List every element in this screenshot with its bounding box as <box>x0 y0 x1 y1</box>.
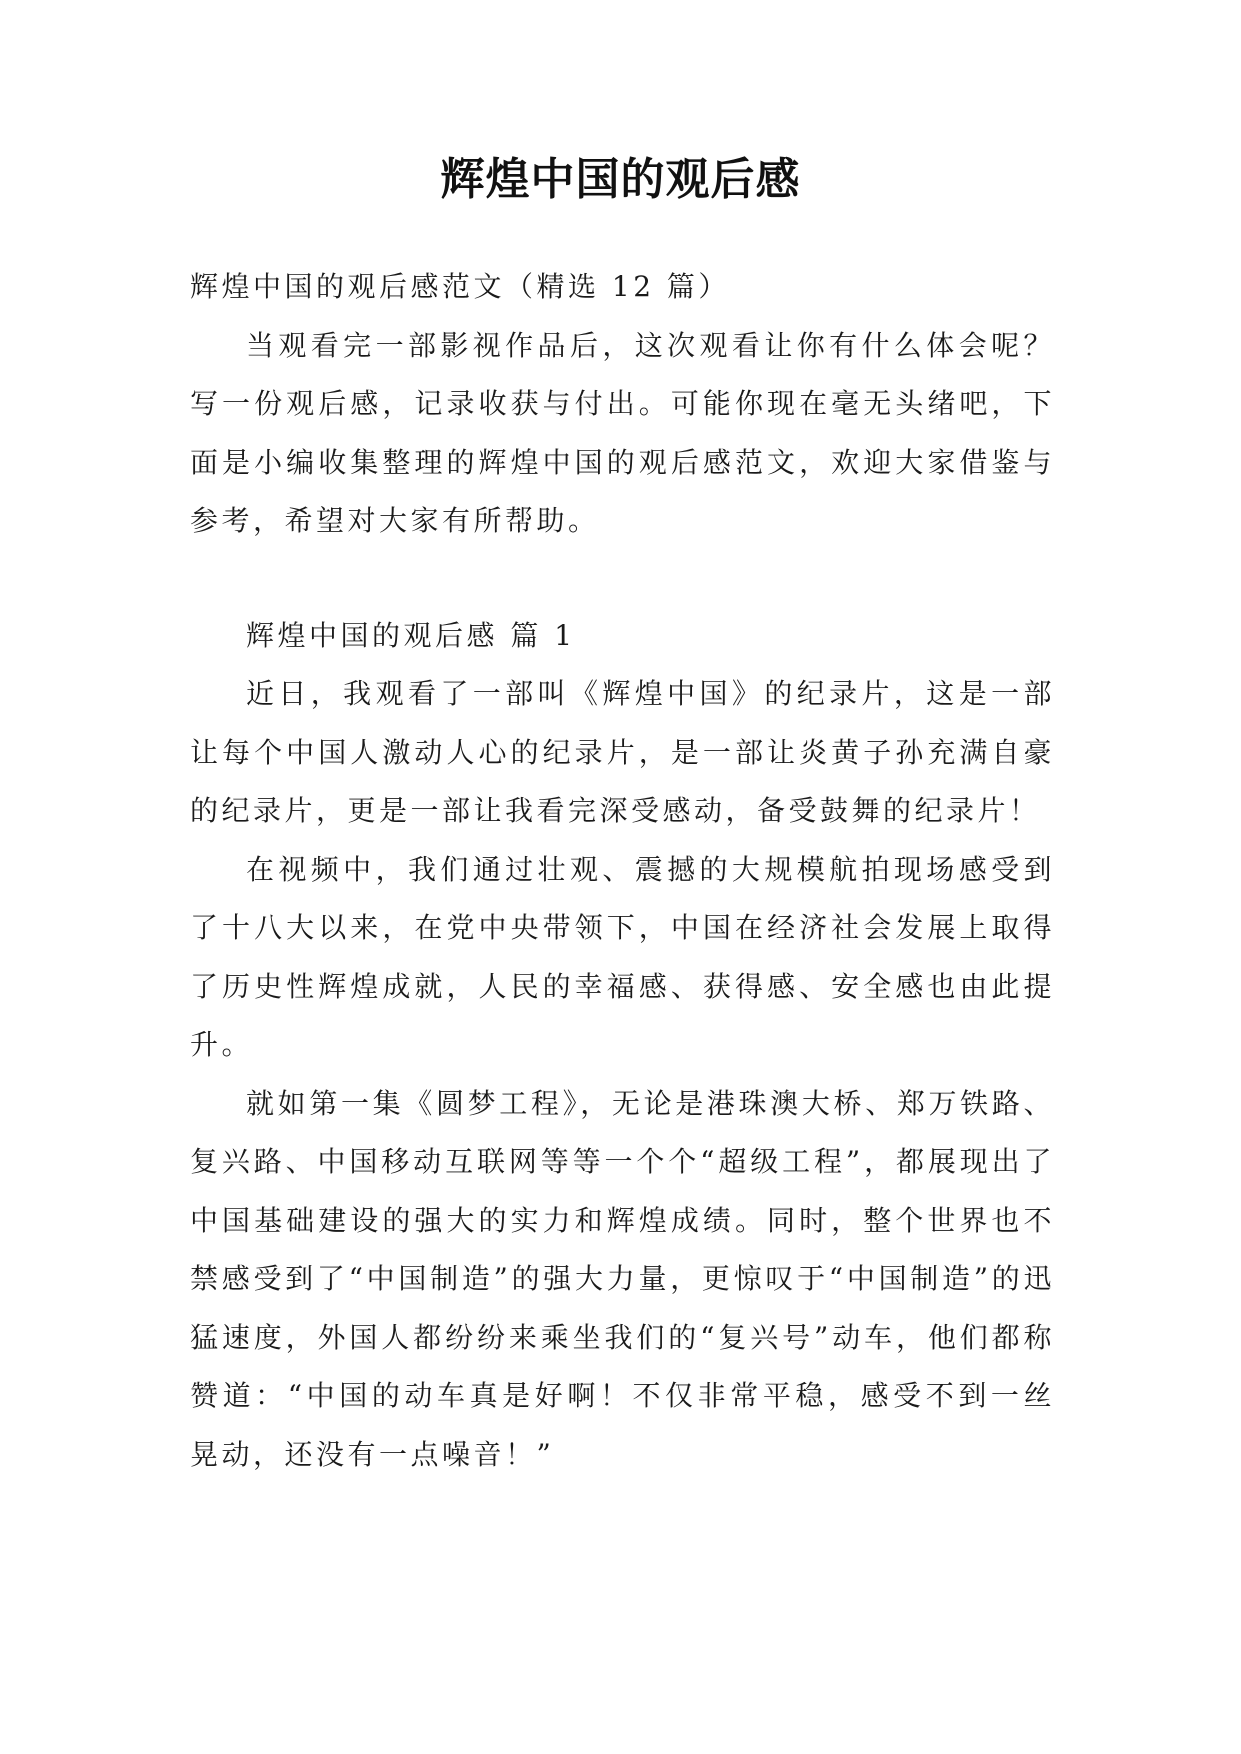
document-body <box>190 258 1055 1484</box>
document-title: 辉煌中国的观后感 <box>440 154 801 205</box>
section-heading: 辉煌中国的观后感 篇 1 <box>246 618 576 652</box>
body-paragraph-2: 在视频中，我们通过壮观、震撼的大规模航拍现场感受到了十八大以来，在党中央带领下，中国在经济社会发展上取得了历史性辉煌成就，人民的幸福感、获得感、安全感也由此提升。 <box>190 852 1055 1061</box>
intro-paragraph: 当观看完一部影视作品后，这次观看让你有什么体会呢？写一份观后感，记录收获与付出。可能你现在毫无头绪吧，下面是小编收集整理的辉煌中国的观后感范文，欢迎大家借鉴与参考，希望对大家有所帮助。 <box>190 328 1055 537</box>
document-subtitle: 辉煌中国的观后感范文（精选 12 篇） <box>190 270 730 303</box>
body-paragraph-1: 近日，我观看了一部叫《辉煌中国》的纪录片，这是一部让每个中国人激动人心的纪录片，是一部让炎黄子孙充满自豪的纪录片，更是一部让我看完深受感动，备受鼓舞的纪录片！ <box>190 677 1055 827</box>
body-paragraph-3: 就如第一集《圆梦工程》，无论是港珠澳大桥、郑万铁路、复兴路、中国移动互联网等等一个个“超级工程”，都展现出了中国基础建设的强大的实力和辉煌成绩。同时，整个世界也不禁感受到了“中国制造”的强大力量，更惊叹于“中国制造”的迅猛速度，外国人都纷纷来乘坐我们的“复兴号”动车，他们都称赞道：“中国的动车真是好啊！不仅非常平稳，感受不到一丝晃动，还没有一点噪音！” <box>190 1086 1055 1471</box>
